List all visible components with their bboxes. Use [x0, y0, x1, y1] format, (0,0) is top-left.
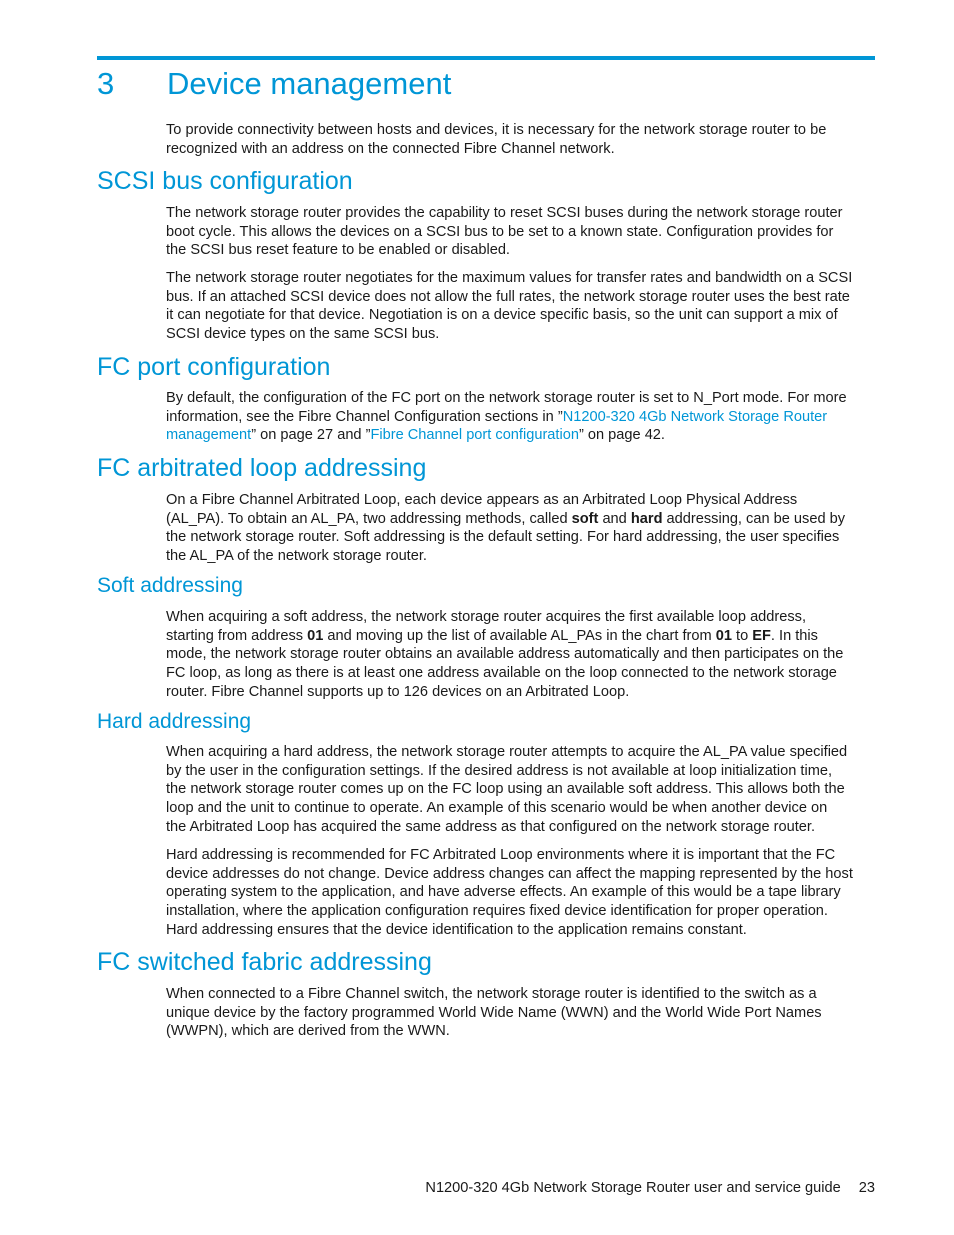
arbitrated-loop-paragraph: On a Fibre Channel Arbitrated Loop, each device appears as an Arbitrated Loop Physical Address (AL_PA). To obtain an AL_PA, two addressing methods, called soft and hard addressing, can be used by the network storage router. Soft addressing is the default setting. For hard addressing, the user specifies the AL_PA of the network storage router.	[166, 492, 846, 565]
subsection-heading-soft: Soft addressing	[97, 574, 243, 597]
hard-addressing-paragraph-2: Hard addressing is recommended for FC Arbitrated Loop environments where it is important that the FC device addresses do not change. Device address changes can affect the mapping represented by the host operating system to the application, and have adverse effects. An example of this would be a tape library installation, where the application configuration requires fixed device identification for proper operation. Hard addressing ensures that the device identification to the application remains constant.	[166, 847, 853, 938]
hard-addressing-paragraph-1: When acquiring a hard address, the network storage router attempts to acquire the AL_PA value specified by the user in the configuration settings. If the desired address is not available at loop initialization time, the network storage router comes up on the FC loop using an available soft address. This allows both the loop and the unit to continue to operate. An example of this scenario would be when another device on the Arbitrated Loop has acquired the same address as that configured on the network storage router.	[166, 744, 848, 835]
link-fc-port-configuration[interactable]: Fibre Channel port configuration	[370, 427, 579, 444]
intro-paragraph: To provide connectivity between hosts and devices, it is necessary for the network storage router to be recognized with an address on the connected Fibre Channel network.	[166, 122, 827, 157]
fc-port-paragraph: By default, the configuration of the FC port on the network storage router is set to N_Port mode. For more information, see the Fibre Channel Configuration sections in ”N1200-320 4Gb Network Storage Router management” on page 27 and ”Fibre Channel port configuration” on page 42.	[166, 390, 847, 444]
section-heading-switched-fabric: FC switched fabric addressing	[97, 948, 432, 976]
scsi-paragraph-1: The network storage router provides the capability to reset SCSI buses during the network storage router boot cycle. This allows the devices on a SCSI bus to be set to a known state. Configuration provides for the SCSI bus reset feature to be enabled or disabled.	[166, 205, 843, 259]
footer-title: N1200-320 4Gb Network Storage Router user and service guide	[425, 1180, 841, 1196]
section-heading-fc-port: FC port configuration	[97, 353, 331, 381]
section-heading-scsi: SCSI bus configuration	[97, 167, 353, 195]
link-storage-router-management-cont[interactable]: management	[166, 427, 252, 444]
soft-addressing-paragraph: When acquiring a soft address, the network storage router acquires the first available loop address, starting from address 01 and moving up the list of available AL_PAs in the chart from 01 to EF. In this mode, the network storage router obtains an available address automatically and then participates on the FC loop, as long as there is at least one address available on the loop connected to the network storage router. Fibre Channel supports up to 126 devices on an Arbitrated Loop.	[166, 609, 844, 700]
chapter-title: Device management	[167, 66, 452, 101]
page-number: 23	[858, 1180, 875, 1196]
scsi-paragraph-2: The network storage router negotiates for the maximum values for transfer rates and bandwidth on a SCSI bus. If an attached SCSI device does not allow the full rates, the network storage router uses the best rate it can negotiate for that device. Negotiation is on a device specific basis, so the unit can support a mix of SCSI device types on the same SCSI bus.	[166, 270, 853, 343]
bold-soft: soft	[571, 510, 599, 527]
chapter-heading	[97, 64, 451, 104]
section-heading-arbitrated-loop: FC arbitrated loop addressing	[97, 454, 427, 482]
chapter-number: 3	[97, 66, 115, 101]
chapter-rule	[97, 56, 875, 60]
bold-hard: hard	[630, 510, 663, 527]
page-footer	[425, 1178, 875, 1198]
switched-fabric-paragraph: When connected to a Fibre Channel switch, the network storage router is identified to the switch as a unique device by the factory programmed World Wide Name (WWN) and the World Wide Port Names (WWPN), which are derived from the WWN.	[166, 986, 822, 1040]
link-storage-router-management[interactable]: N1200-320 4Gb Network Storage Router	[562, 408, 828, 425]
subsection-heading-hard: Hard addressing	[97, 710, 252, 733]
